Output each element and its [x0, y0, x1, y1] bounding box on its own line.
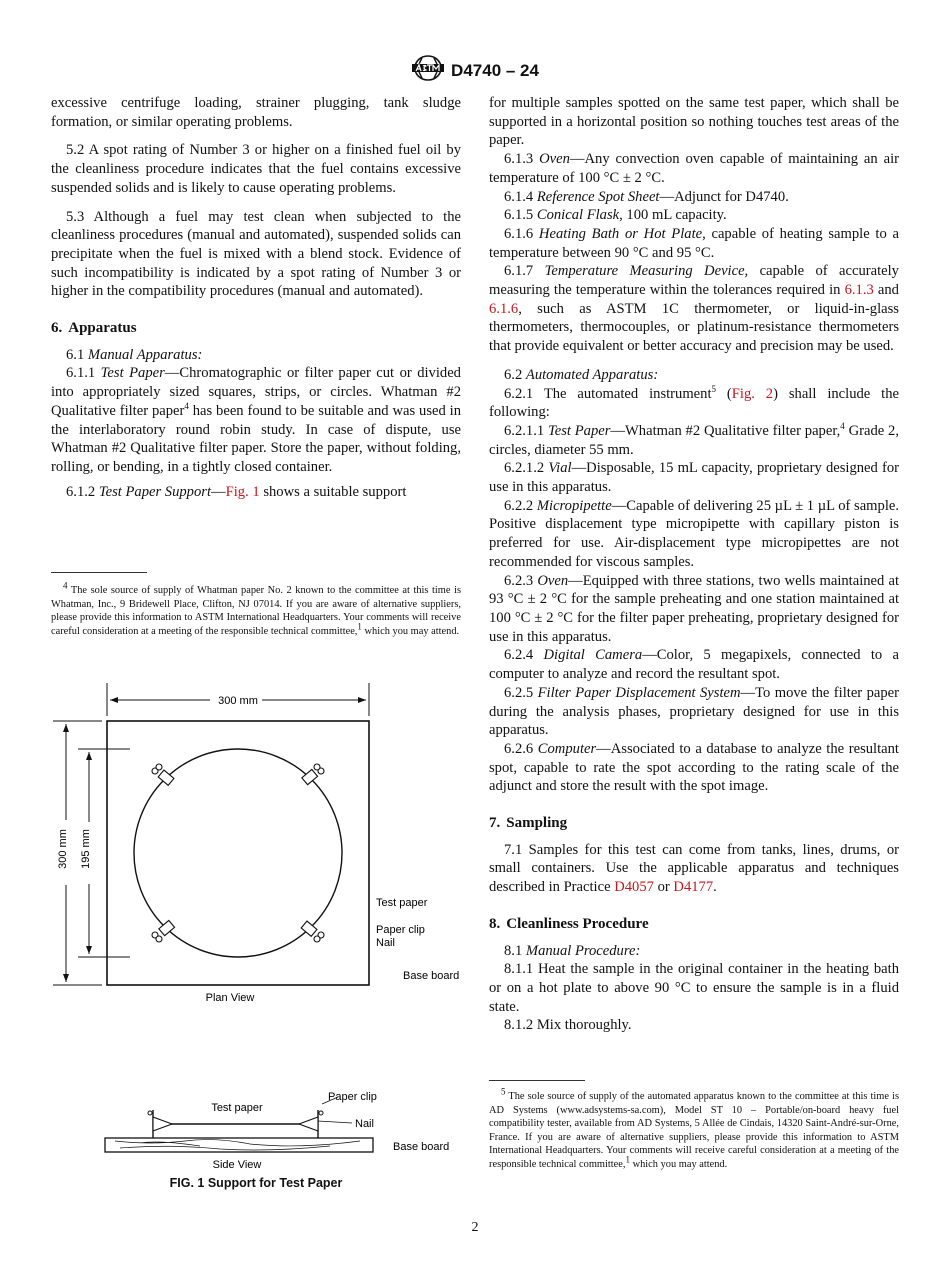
- dim-195: 195 mm: [80, 829, 92, 869]
- paragraph-8-1: 8.1 Manual Procedure:: [504, 942, 641, 959]
- paper-clip-bottom-right: [301, 921, 324, 942]
- paragraph-6-1-4: 6.1.4 Reference Spot Sheet—Adjunct for D4740.: [504, 188, 789, 205]
- footnote-divider-right: [489, 1080, 585, 1081]
- paragraph-6-2-1-1: 6.2.1.1 Test Paper—Whatman #2 Qualitative filter paper,$^4$ Grade 2, circles, diameter 55 mm.: [489, 421, 899, 458]
- base-board-plan: [107, 721, 369, 985]
- paragraph-continued: excessive centrifuge loading, strainer plugging, tank sludge formation, or similar operating problems.: [51, 95, 461, 130]
- paragraph-7-1: 7.1 Samples for this test can come from tanks, lines, drums, or small containers. Use the applicable apparatus and techniques described in Practice D4057 or D4177.: [489, 841, 899, 896]
- right-column: [489, 94, 899, 1035]
- doc-code: D4740 – 24: [451, 60, 539, 80]
- section-7-heading: 7. Sampling: [489, 815, 568, 832]
- link-d4057[interactable]: D4057: [614, 879, 654, 896]
- paragraph-6-2-1-2: 6.2.1.2 Vial—Disposable, 15 mL capacity, proprietary designed for use in this apparatus.: [489, 460, 899, 496]
- link-6-1-6[interactable]: 6.1.6: [489, 300, 519, 317]
- paragraph-6-2-6: 6.2.6 Computer—Associated to a database to analyze the resultant spot, capable to rate the spot according to the rating scale of the adjunct and store the result with the spot image.: [489, 740, 899, 795]
- paragraph-8-1-1: 8.1.1 Heat the sample in the original container in the heating bath or on a hot plate to above 90 °C to ensure the sample is in a fluid state.: [489, 961, 899, 1015]
- paragraph-5-3: 5.3 Although a fuel may test clean when subjected to the cleanliness procedures (manual and automated), suspended solids can precipitate when the fuel is mixed with a blend stock. Evidence of such incompatibility is indicated by a spot rating of Number 3 or higher in the compatibility procedures (manual and automated).: [51, 208, 461, 300]
- figure-caption: FIG. 1 Support for Test Paper: [169, 1176, 343, 1190]
- dim-300-side: 300 mm: [57, 829, 69, 869]
- section-8-heading: 8. Cleanliness Procedure: [489, 915, 649, 932]
- side-label-test-paper: Test paper: [211, 1102, 263, 1114]
- paragraph-continued-right: for multiple samples spotted on the same test paper, which shall be supported in a horizontal position so nothing touches test areas of the paper.: [489, 95, 899, 149]
- paragraph-6-1-1: 6.1.1 Test Paper—Chromatographic or filter paper cut or divided into appropriately sized squares, strips, or circles. Whatman #2 Qualitative filter paper$^4$ has been found to be suitable and was used in the interlaboratory round robin study. In case of dispute, use Whatman #2 Qualitative filter paper. Store the paper, without folding, rolling, or bending, in a tightly closed container.: [51, 365, 462, 475]
- link-d4177[interactable]: D4177: [673, 879, 714, 896]
- section-6-heading: 6. Apparatus: [51, 320, 137, 337]
- paragraph-6-1-7: 6.1.7 Temperature Measuring Device, capable of accurately measuring the temperature within the tolerances required in 6.1.3 and 6.1.6, such as ASTM 1C thermometer, or liquid-in-glass thermometers, thermocouples, or platinum-resistance thermometers that provide equivalent or better accuracy and precision may be used.: [489, 263, 899, 355]
- label-plan-view: Plan View: [205, 992, 255, 1004]
- side-label-nail: Nail: [355, 1118, 374, 1130]
- paragraph-6-2-3: 6.2.3 Oven—Equipped with three stations, two wells maintained at 93 °C ± 2 °C for the sample preheating and one station maintained at 100 °C ± 2 °C for the filter paper preheating, proprietary designed for use in this apparatus.: [489, 572, 899, 645]
- page-number: 2: [471, 1220, 479, 1235]
- figure-1: [0, 0, 475, 1200]
- link-6-1-3[interactable]: 6.1.3: [844, 282, 874, 299]
- side-label-base-board: Base board: [393, 1141, 450, 1153]
- paragraph-6-2-1: 6.2.1 The automated instrument$^5$ (Fig. 2) shall include the following:: [489, 383, 899, 421]
- figure-2-link[interactable]: Fig. 2: [731, 385, 774, 402]
- label-paper-clip: Paper clip: [376, 924, 425, 936]
- paragraph-5-2: 5.2 A spot rating of Number 3 or higher on a finished fuel oil by the cleanliness procedure indicates that the fuel contains excessive suspended solids and is likely to cause operating problems.: [51, 142, 461, 196]
- figure-1-link[interactable]: Fig. 1: [225, 483, 260, 500]
- label-base-board: Base board: [403, 970, 460, 982]
- label-nail: Nail: [376, 937, 395, 949]
- dim-300-top: 300 mm: [218, 695, 258, 707]
- paragraph-6-1-2: 6.1.2 Test Paper Support—Fig. 1 shows a suitable support: [66, 483, 407, 500]
- label-test-paper: Test paper: [376, 897, 428, 909]
- paragraph-6-1-5: 6.1.5 Conical Flask, 100 mL capacity.: [504, 207, 727, 224]
- paragraph-6-2-5: 6.2.5 Filter Paper Displacement System—To move the filter paper during the analysis phases, proprietary designed for use in this apparatus.: [489, 684, 899, 739]
- paragraph-8-1-2: 8.1.2 Mix thoroughly.: [504, 1017, 632, 1034]
- label-side-view: Side View: [212, 1159, 262, 1171]
- footnote-5: $^5$ The sole source of supply of the automated apparatus known to the committee at this time is AD Systems (www.adsystems-sa.com), Model ST 10 – Portable/on-board heavy fuel compatibility tester, available from AD Systems, 5 Allée de Cindais, 14320 Saint-André-sur-Orne, France. If you are aware of alternative suppliers, please provide this information to ASTM International Headquarters. Your comments will receive careful consideration at a meeting of the responsible technical committee,$^1$ which you may attend.: [489, 1086, 899, 1170]
- footnote-ref: 4: [184, 400, 189, 411]
- paragraph-6-2-2: 6.2.2 Micropipette—Capable of delivering 25 µL ± 1 µL of sample. Positive displacement type micropipette with capillary piston is preferred for use. Air-displacement type micropipettes are not recommended for viscous samples.: [489, 497, 900, 570]
- footnote-4: $^4$ The sole source of supply of Whatman paper No. 2 known to the committee at this time is Whatman, Inc., 9 Bridewell Place, Clifton, NJ 07014. If you are aware of alternative suppliers, please provide this information to ASTM International Headquarters. Your comments will receive careful consideration at a meeting of the responsible technical committee,$^1$ which you may attend.: [51, 580, 461, 637]
- paragraph-6-2-4: 6.2.4 Digital Camera—Color, 5 megapixels, connected to a computer to analyze and record the resultant spot.: [489, 647, 899, 683]
- paper-clip-bottom-left: [152, 920, 175, 942]
- paragraph-6-1: 6.1 Manual Apparatus:: [66, 346, 203, 363]
- side-label-paper-clip: Paper clip: [328, 1091, 377, 1103]
- paragraph-6-1-3: 6.1.3 Oven—Any convection oven capable of maintaining an air temperature of 100 °C ± 2 °C.: [489, 151, 899, 186]
- paragraph-6-2: 6.2 Automated Apparatus:: [504, 366, 659, 383]
- paragraph-6-1-6: 6.1.6 Heating Bath or Hot Plate, capable of heating sample to a temperature between 90 °C and 95 °C.: [489, 225, 899, 261]
